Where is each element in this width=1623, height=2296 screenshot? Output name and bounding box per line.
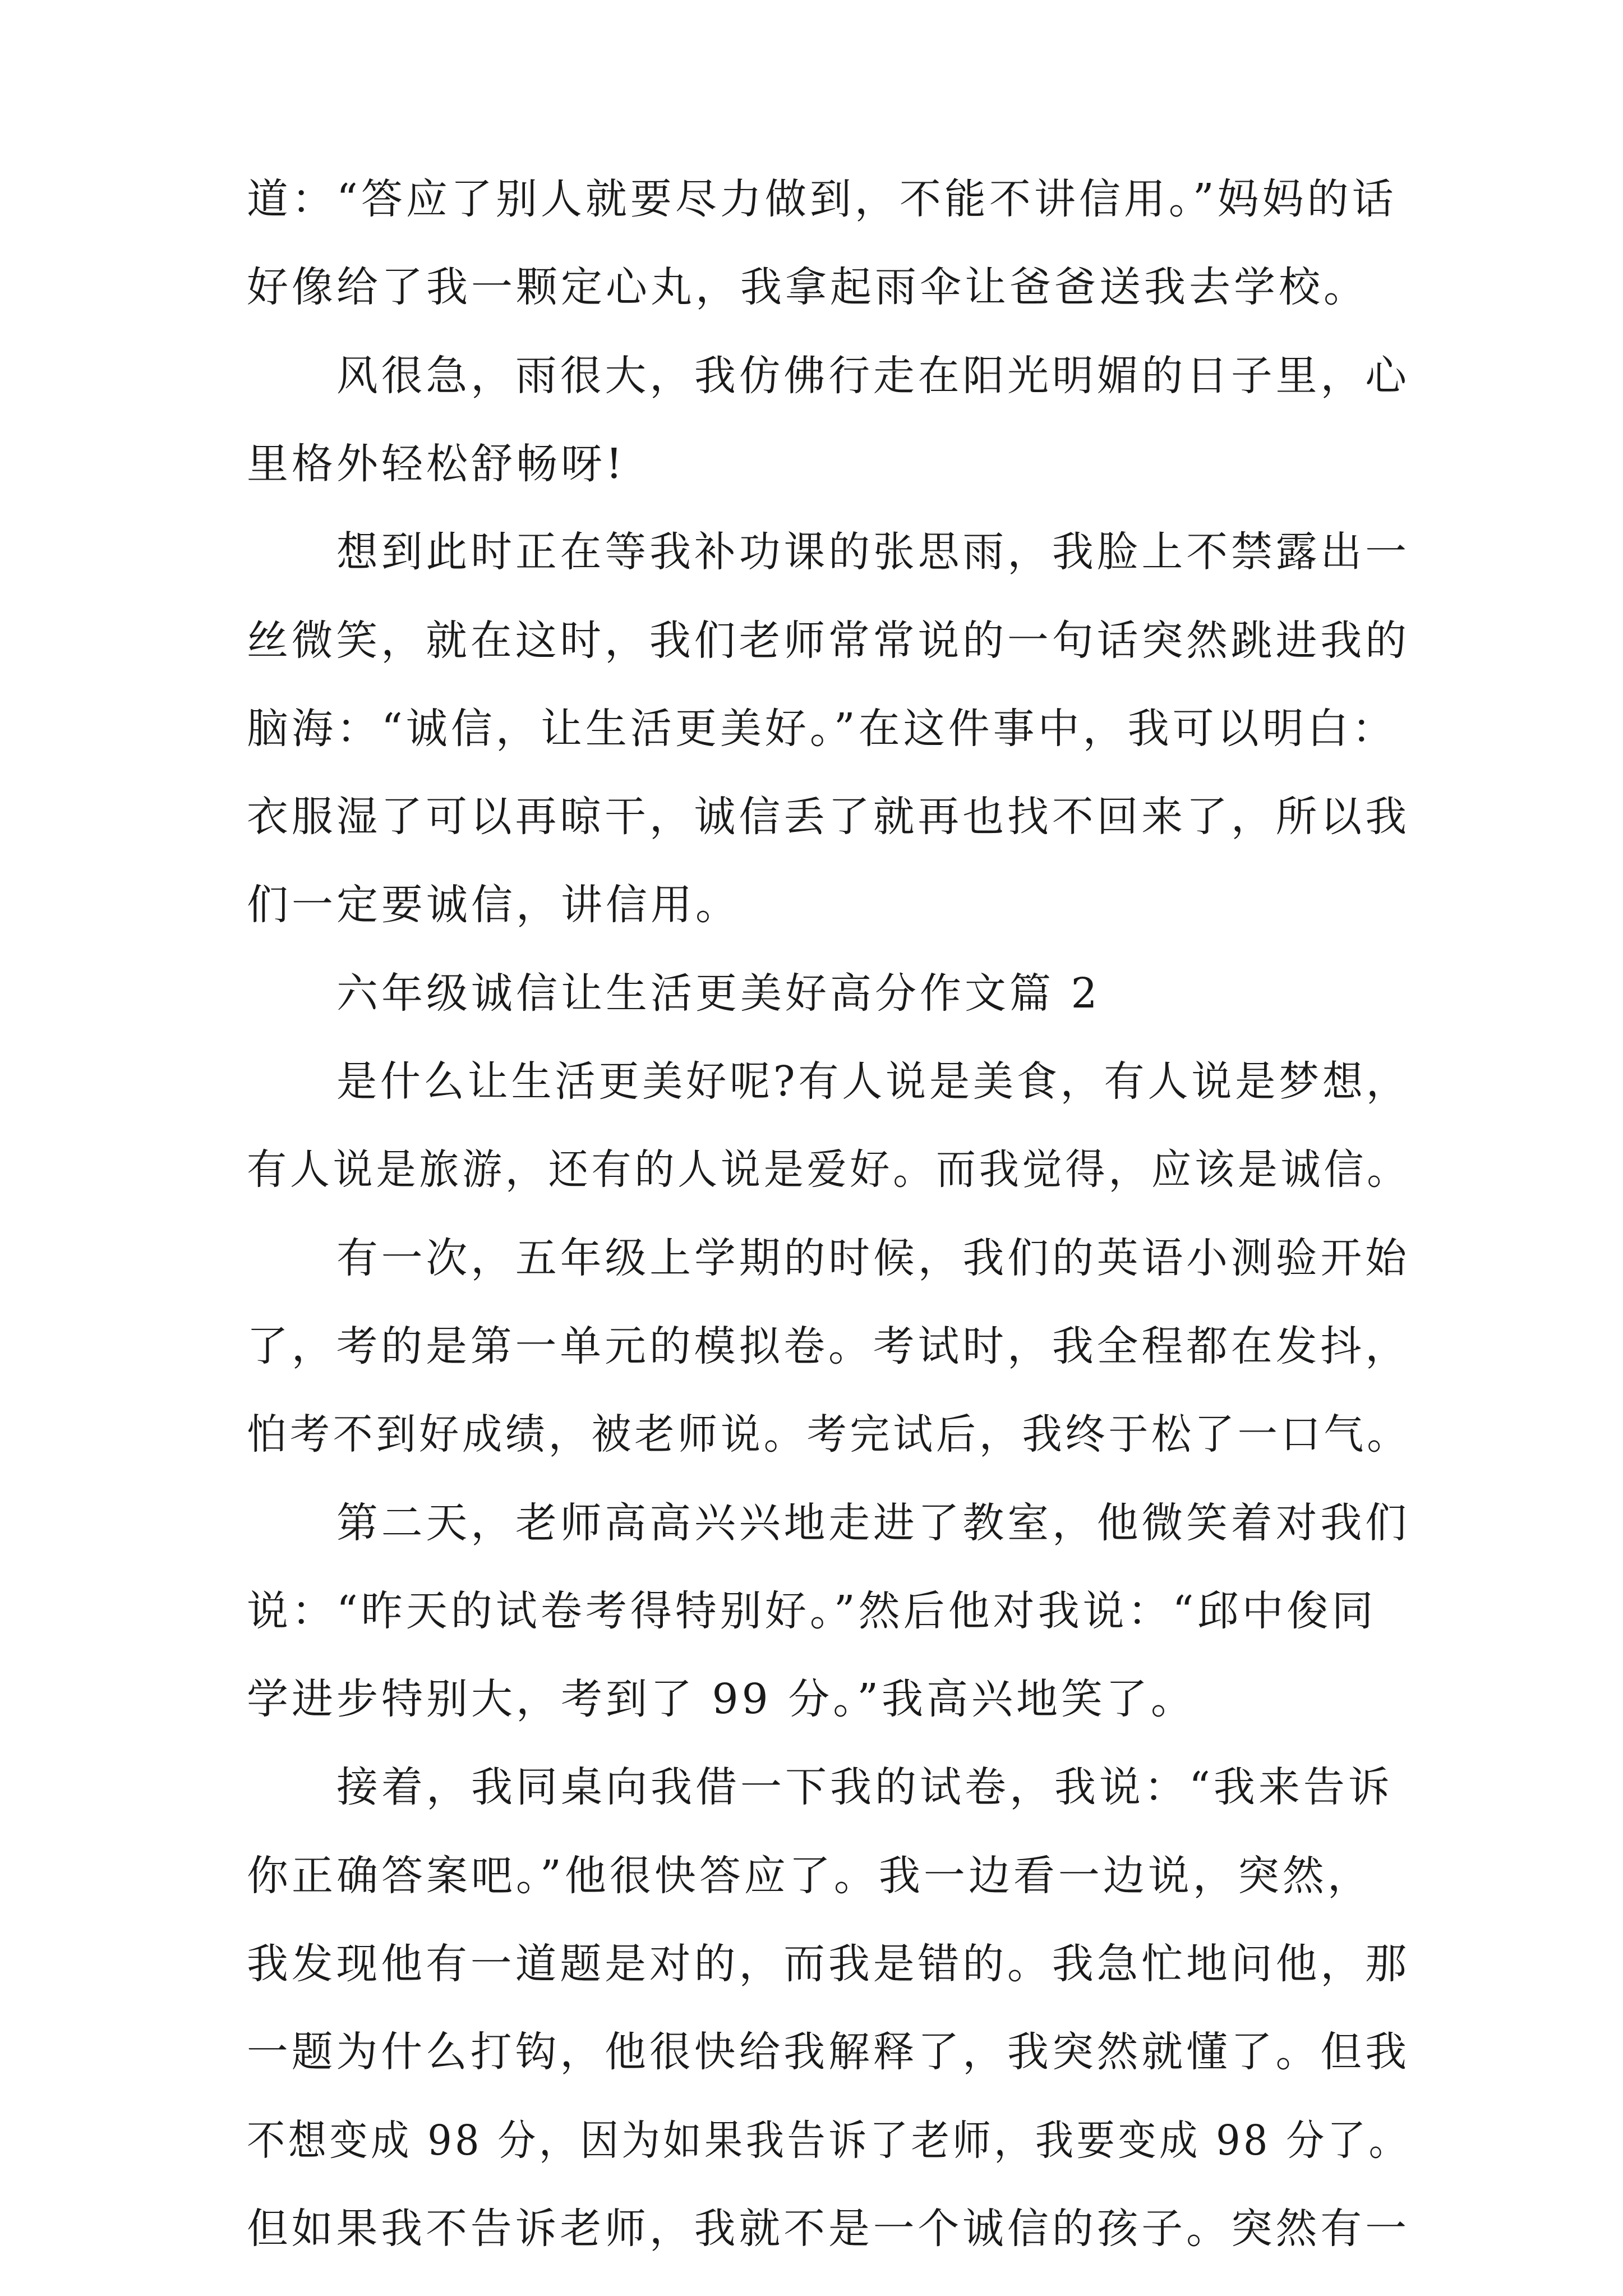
text-line: 里格外轻松舒畅呀! <box>247 440 626 488</box>
text-line: 有人说是旅游，还有的人说是爱好。而我觉得，应该是诚信。 <box>247 1145 1410 1194</box>
text-line: 衣服湿了可以再晾干，诚信丢了就再也找不回来了，所以我 <box>247 793 1410 841</box>
text-line: 说：“昨天的试卷考得特别好。”然后他对我说：“邱中俊同 <box>247 1587 1377 1635</box>
text-line: 了，考的是第一单元的模拟卷。考试时，我全程都在发抖， <box>247 1322 1410 1370</box>
text-line: 一题为什么打钩，他很快给我解释了，我突然就懂了。但我 <box>247 2028 1410 2076</box>
text-line: 丝微笑，就在这时，我们老师常常说的一句话突然跳进我的 <box>247 616 1410 665</box>
text-line: 道：“答应了别人就要尽力做到，不能不讲信用。”妈妈的话 <box>247 175 1397 223</box>
text-line: 是什么让生活更美好呢?有人说是美食，有人说是梦想， <box>336 1057 1410 1106</box>
text-line: 接着，我同桌向我借一下我的试卷，我说：“我来告诉 <box>336 1763 1393 1811</box>
text-line: 我发现他有一道题是对的，而我是错的。我急忙地问他，那 <box>247 1940 1410 1988</box>
text-line: 有一次，五年级上学期的时候，我们的英语小测验开始 <box>336 1234 1410 1282</box>
section-heading: 六年级诚信让生活更美好高分作文篇 2 <box>336 969 1101 1018</box>
text-line: 第二天，老师高高兴兴地走进了教室，他微笑着对我们 <box>336 1499 1410 1547</box>
text-line: 但如果我不告诉老师，我就不是一个诚信的孩子。突然有一 <box>247 2205 1410 2253</box>
text-line: 好像给了我一颗定心丸，我拿起雨伞让爸爸送我去学校。 <box>247 263 1368 311</box>
text-line: 们一定要诚信，讲信用。 <box>247 881 740 929</box>
text-line: 你正确答案吧。”他很快答应了。我一边看一边说，突然， <box>247 1852 1372 1900</box>
text-line: 想到此时正在等我补功课的张思雨，我脸上不禁露出一 <box>336 528 1410 576</box>
text-line: 脑海：“诚信，让生活更美好。”在这件事中，我可以明白： <box>247 705 1397 753</box>
text-line: 不想变成 98 分，因为如果我告诉了老师，我要变成 98 分了。 <box>247 2116 1410 2165</box>
text-line: 怕考不到好成绩，被老师说。考完试后，我终于松了一口气。 <box>247 1410 1410 1458</box>
text-line: 学进步特别大，考到了 99 分。”我高兴地笑了。 <box>247 1675 1196 1723</box>
text-line: 风很急，雨很大，我仿佛行走在阳光明媚的日子里，心 <box>336 352 1410 400</box>
